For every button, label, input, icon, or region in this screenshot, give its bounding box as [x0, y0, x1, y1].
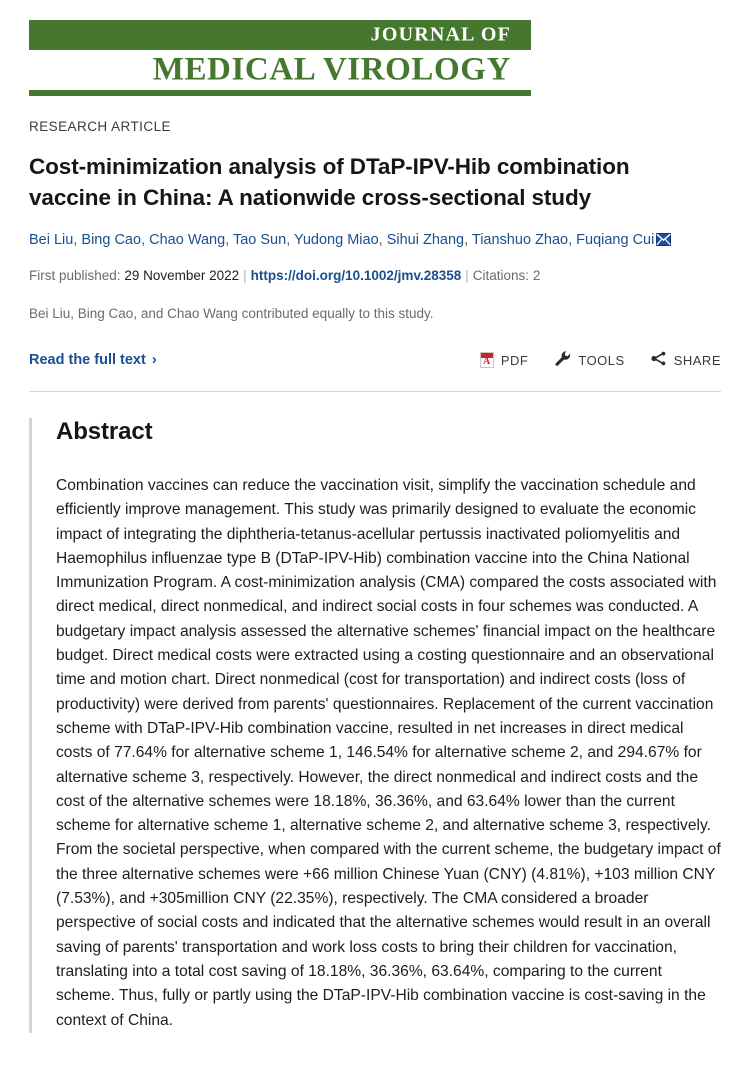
- wrench-icon: [554, 350, 571, 370]
- abstract-text: Combination vaccines can reduce the vaccination visit, simplify the vaccination schedule and efficiently improve management. This study was primarily designed to evaluate the economic impact of integrating the diphtheria-tetanus-acellular pertussis inactivated poliomyelitis and Haemophilus influenzae type B (DTaP-IPV-Hib) combination vaccine into the China National Immunization Program. A cost-minimization analysis (CMA) compared the costs associated with direct medical, direct nonmedical, and indirect social costs in four schemes was conducted. A budgetary impact analysis assessed the alternative schemes' financial impact on the healthcare budget. Direct medical costs were extracted using a costing questionnaire and an observational time and motion chart. Direct nonmedical (cost for transportation) and indirect costs (loss of productivity) were derived from parents' questionnaires. Replacement of the current vaccination scheme with DTaP-IPV-Hib combination vaccine, resulted in net increases in direct medical costs of 77.64% for alternative scheme 1, 146.54% for alternative scheme 2, and 294.67% for alternative scheme 3, respectively. However, the direct nonmedical and indirect costs and the cost of the alternative schemes were 18.18%, 36.36%, and 63.64% lower than the current scheme for alternative scheme 1, alternative scheme 2, and alternative scheme 3, respectively. From the societal perspective, when compared with the current scheme, the budgetary impact of the three alternative schemes were +66 million Chinese Yuan (CNY) (4.81%), +103 million CNY (7.53%), and +305million CNY (22.35%), respectively. The CMA considered a broader perspective of social costs and indicated that the alternative schemes would result in an overall saving of parents' transportation and work loss costs to bring their children for vaccination, translating into a total cost saving of 18.18%, 36.36%, 63.64%, comparing to the current scheme. Thus, fully or partly using the DTaP-IPV-Hib combination vaccine is cost-saving in the context of China.: [56, 477, 721, 1029]
- journal-name-line2: MEDICAL VIROLOGY: [152, 51, 511, 88]
- tools-label: TOOLS: [578, 352, 625, 368]
- author-link[interactable]: Yudong Miao: [293, 232, 379, 248]
- share-button[interactable]: [651, 351, 721, 369]
- meta-separator: |: [243, 268, 247, 283]
- publication-info: [29, 267, 741, 285]
- pdf-icon: A: [480, 352, 494, 368]
- article-header: [0, 119, 741, 1033]
- share-icon: [651, 351, 667, 369]
- author-link[interactable]: Bing Cao: [81, 232, 142, 248]
- author-link[interactable]: Chao Wang: [149, 232, 226, 248]
- pdf-button[interactable]: [480, 352, 529, 368]
- first-published-date: 29 November 2022: [124, 268, 240, 283]
- citations-label: Citations:: [472, 268, 530, 283]
- pdf-label: PDF: [500, 352, 529, 368]
- author-link[interactable]: Bei Liu: [29, 232, 74, 248]
- journal-logo[interactable]: [29, 20, 531, 96]
- chevron-right-icon: ›: [151, 351, 157, 368]
- section-divider: [29, 391, 721, 392]
- abstract-accent-bar: [29, 418, 32, 1033]
- journal-name-line1: JOURNAL OF: [370, 23, 511, 46]
- abstract-heading: Abstract: [56, 418, 153, 445]
- author-link[interactable]: Fuqiang Cui: [576, 232, 655, 248]
- tools-button[interactable]: [554, 350, 624, 370]
- read-full-text-label: Read the full text: [29, 352, 146, 368]
- author-link[interactable]: Sihui Zhang: [386, 232, 465, 248]
- author-link[interactable]: Tianshuo Zhao: [471, 232, 569, 248]
- journal-logo-rule: [29, 90, 531, 96]
- envelope-icon[interactable]: [656, 232, 671, 252]
- article-tools: [480, 350, 721, 370]
- doi-link[interactable]: https://doi.org/10.1002/jmv.28358: [250, 268, 462, 283]
- abstract-section: [29, 418, 721, 1033]
- journal-logo-band: [29, 20, 531, 50]
- contribution-note: Bei Liu, Bing Cao, and Chao Wang contributed equally to this study.: [29, 306, 434, 321]
- article-action-bar: [29, 350, 721, 370]
- read-full-text-link[interactable]: [29, 352, 157, 368]
- share-label: SHARE: [673, 352, 721, 368]
- journal-logo-main: [29, 50, 531, 90]
- first-published-label: First published:: [29, 268, 121, 283]
- page-title: Cost-minimization analysis of DTaP-IPV-Hib combination vaccine in China: A nationwide cross-sectional study: [29, 154, 630, 210]
- meta-separator: |: [465, 268, 469, 283]
- abstract-body: [56, 418, 721, 1033]
- author-list: Bei Liu, Bing Cao, Chao Wang, Tao Sun, Yudong Miao, Sihui Zhang, Tianshuo Zhao, Fuqiang Cui: [29, 230, 719, 252]
- article-type-label: RESEARCH ARTICLE: [29, 119, 171, 134]
- author-link[interactable]: Tao Sun: [232, 232, 287, 248]
- citations-count: 2: [532, 268, 541, 283]
